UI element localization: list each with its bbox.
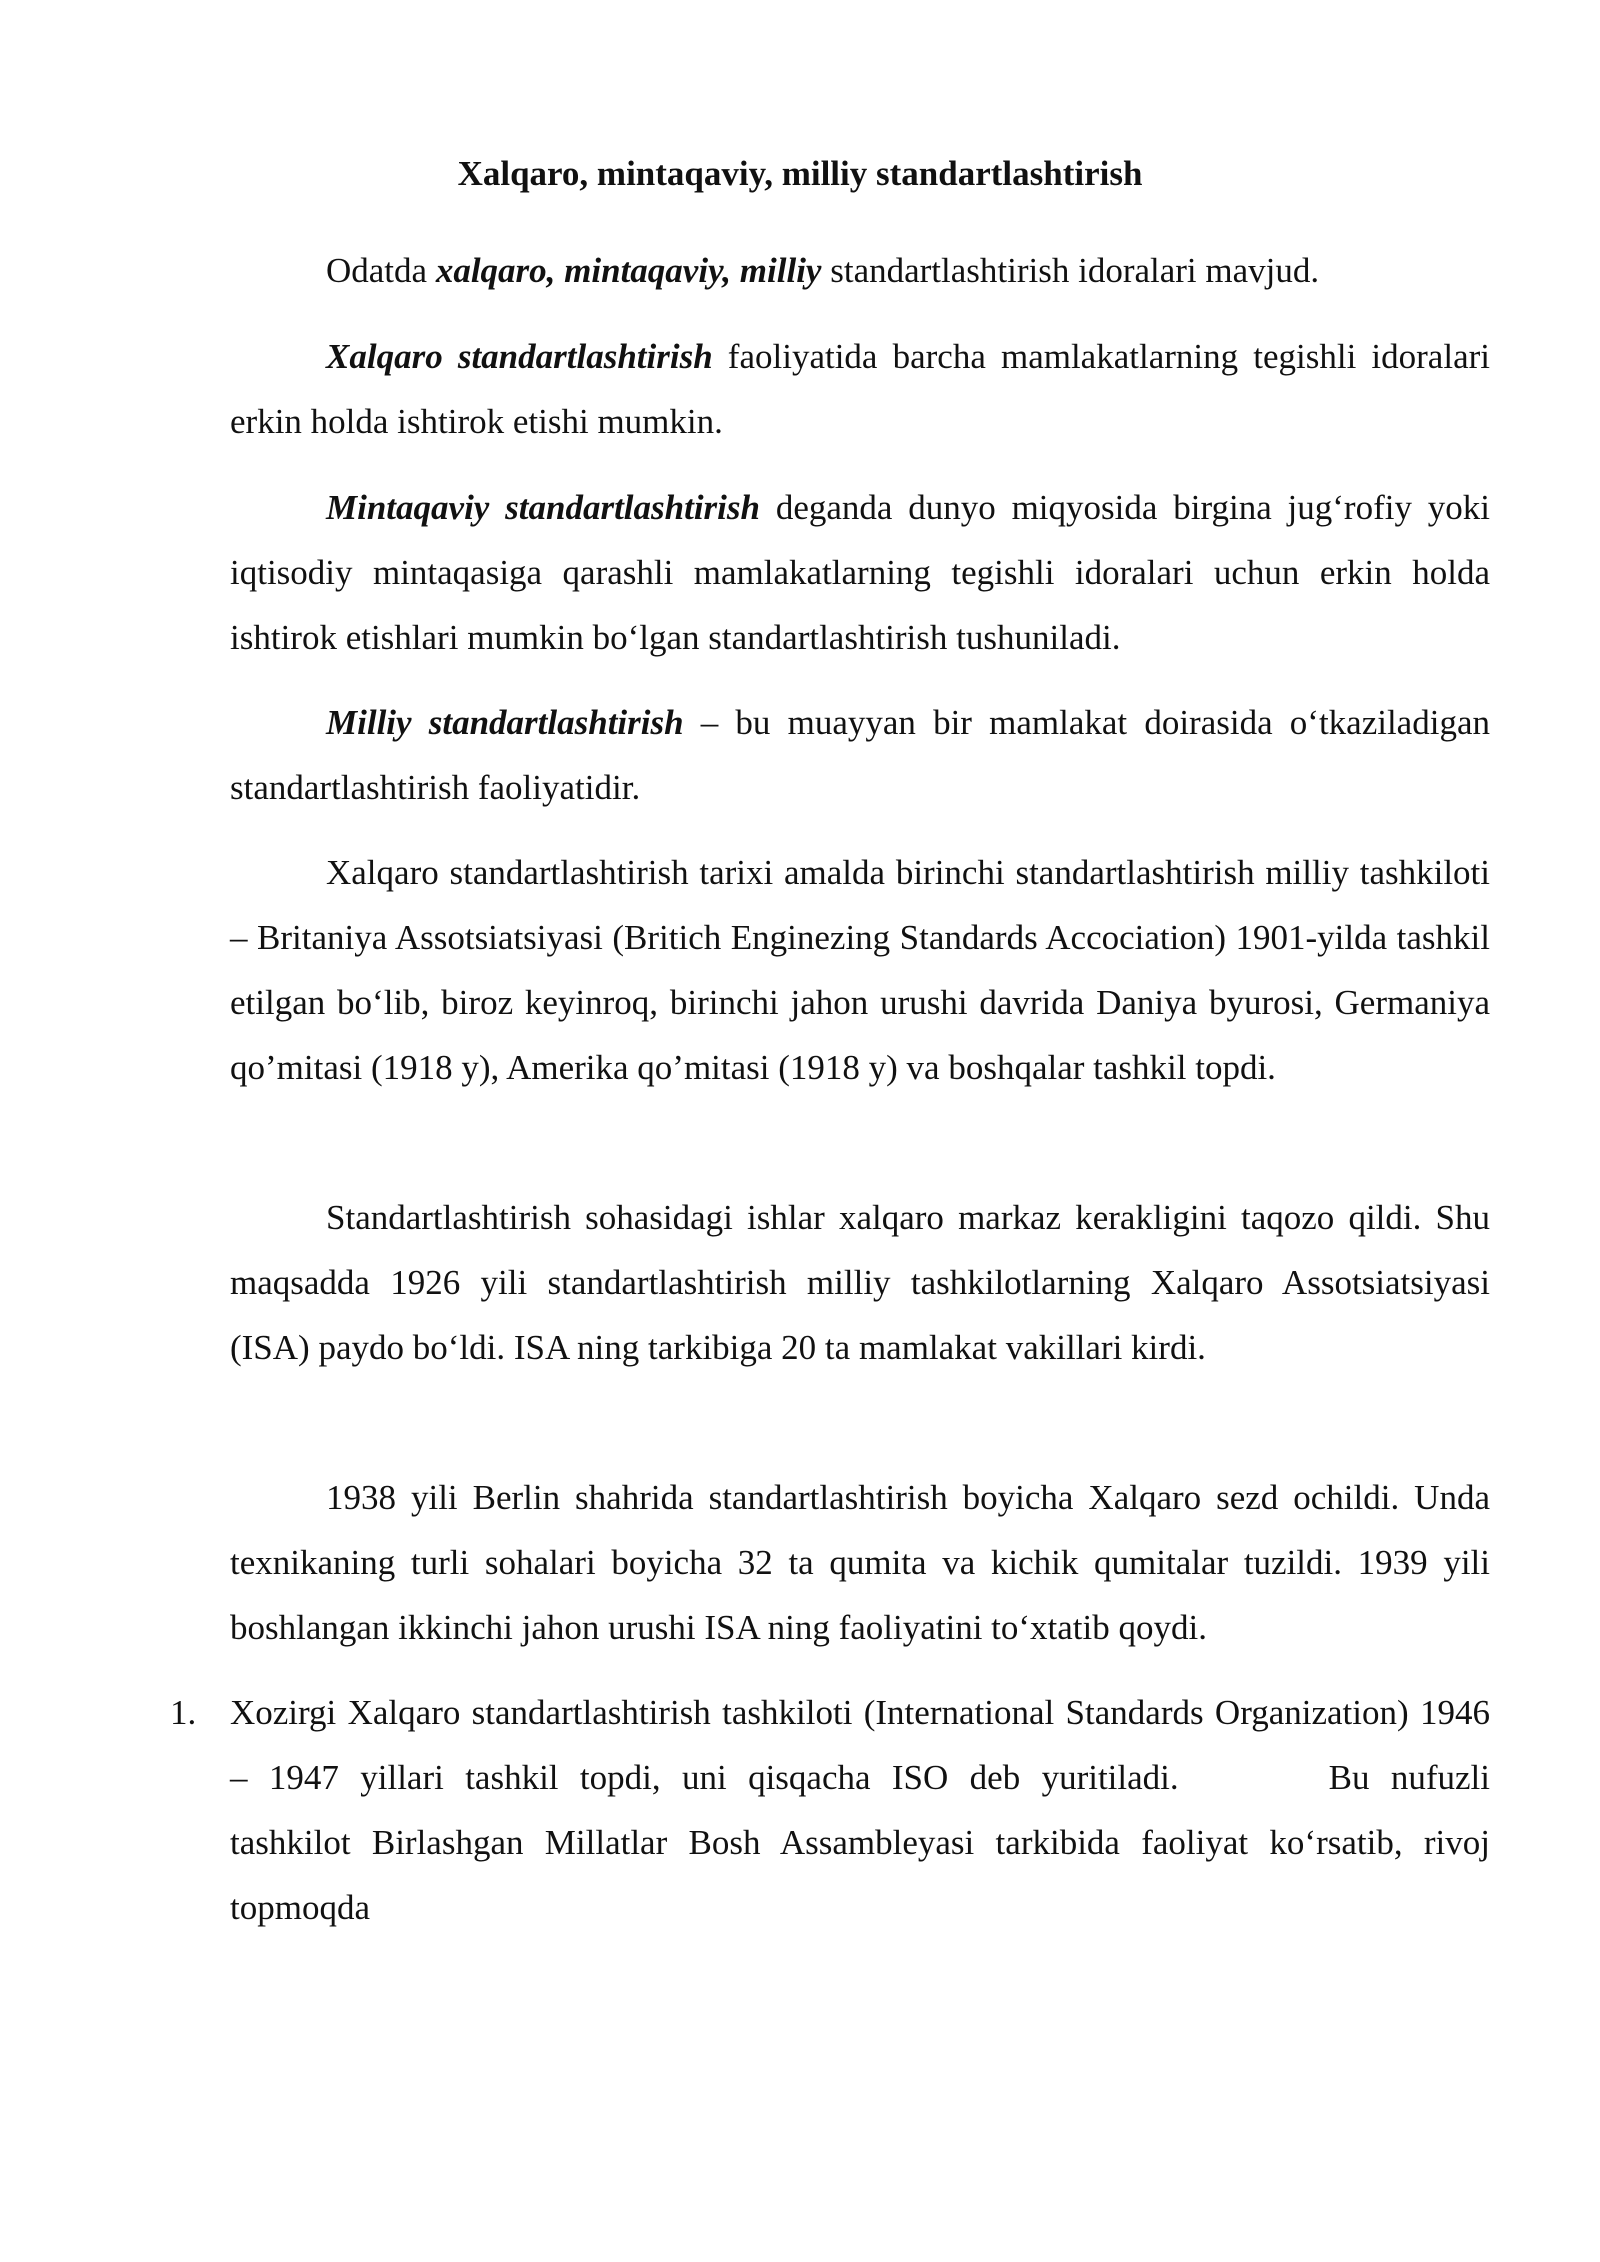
term-national: Milliy standartlashtirish: [326, 703, 684, 742]
term-regional: Mintaqaviy standartlashtirish: [326, 488, 760, 527]
list-item-number: 1.: [170, 1693, 197, 1732]
intro-text-start: Odatda: [326, 251, 436, 290]
paragraph-regional: [230, 475, 1490, 670]
term-international: Xalqaro standartlashtirish: [326, 337, 713, 376]
paragraph-history: Xalqaro standartlashtirish tarixi amalda birinchi standartlashtirish milliy tashkiloti – Britaniya Assotsiatsiyasi (Britich Enginezing Standards Accociation) 1901-yilda tashkil etilgan bo‘lib, biroz keyinroq, birinchi jahon urushi davrida Daniya byurosi, Germaniya qo’mitasi (1918 y), Amerika qo’mitasi (1918 y) va boshqalar tashkil topdi.: [230, 853, 1490, 1087]
intro-emphasis: xalqaro, mintaqaviy, milliy: [435, 251, 822, 290]
list-item-text-b: Bu nufuzli tashkilot Birlashgan Millatlar Bosh Assambleyasi tarkibida faoliyat ko‘rsatib, rivoj topmoqda: [230, 1758, 1490, 1927]
paragraph-intro: [230, 238, 1490, 303]
list-item-text-a: Xozirgi Xalqaro standartlashtirish tashkiloti (International Standards Organization) 1946 – 1947 yillari tashkil topdi, uni qisqacha ISO deb yuritiladi.: [230, 1693, 1490, 1797]
paragraph-berlin: 1938 yili Berlin shahrida standartlashtirish boyicha Xalqaro sezd ochildi. Unda texnikaning turli sohalari boyicha 32 ta qumita va kichik qumitalar tuzildi. 1939 yili boshlangan ikkinchi jahon urushi ISA ning faoliyatini to‘xtatib qoydi.: [230, 1478, 1490, 1647]
paragraph-isa: Standartlashtirish sohasidagi ishlar xalqaro markaz kerakligini taqozo qildi. Shu maqsadda 1926 yili standartlashtirish milliy tashkilotlarning Xalqaro Assotsiatsiyasi (ISA) paydo bo‘ldi. ISA ning tarkibiga 20 ta mamlakat vakillari kirdi.: [230, 1198, 1490, 1367]
document-title: Xalqaro, mintaqaviy, milliy standartlashtirish: [457, 154, 1143, 193]
definition-national: – bu muayyan bir mamlakat doirasida o‘tkaziladigan standartlashtirish faoliyatidir.: [230, 703, 1490, 807]
paragraph-national: [230, 690, 1490, 820]
definition-regional: deganda dunyo miqyosida birgina jug‘rofiy yoki iqtisodiy mintaqasiga qarashli mamlakatlarning tegishli idoralari uchun erkin holda ishtirok etishlari mumkin bo‘lgan standartlashtirish tushuniladi.: [230, 488, 1491, 657]
definition-international: faoliyatida barcha mamlakatlarning tegishli idoralari erkin holda ishtirok etishi mumkin.: [230, 337, 1490, 441]
intro-text-end: standartlashtirish idoralari mavjud.: [821, 251, 1320, 290]
list-item-iso: [230, 1680, 1490, 1940]
paragraph-international: [230, 324, 1490, 454]
